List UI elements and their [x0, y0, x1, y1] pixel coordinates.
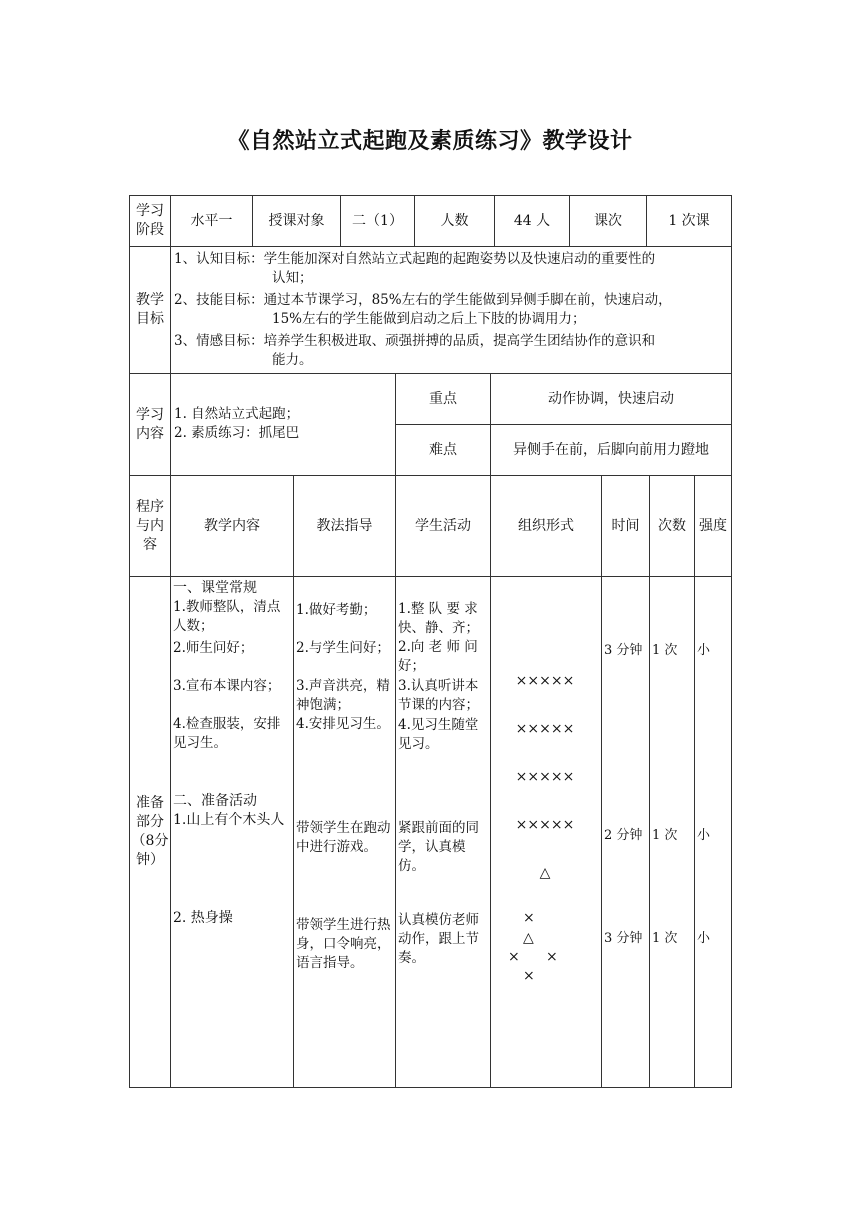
routine-student-3: 3.认真听讲本节课的内容； — [398, 678, 479, 713]
col-header-time — [601, 475, 650, 577]
object-label-cell — [252, 195, 341, 247]
col-header-time-text: 时间 — [611, 517, 640, 534]
warmup-exercise: 2. 热身操 — [173, 910, 233, 926]
warmup-game-time: 2 分钟 — [604, 828, 643, 843]
col-header-intensity — [694, 475, 732, 577]
warmup-game-times: 1 次 — [652, 828, 678, 843]
col-header-program-text: 程序与内容 — [136, 498, 164, 553]
goal-item-2 — [174, 291, 734, 329]
lesson-label: 课次 — [594, 212, 622, 229]
col-header-times-text: 次数 — [658, 517, 686, 534]
col-header-student — [395, 475, 491, 577]
stage-label: 学习阶段 — [136, 203, 164, 238]
content-item-2: 2. 素质练习：抓尾巴 — [174, 425, 300, 441]
goal-3-tail: 能力。 — [272, 352, 313, 368]
key-value-cell — [490, 373, 732, 425]
routine-student-4: 4.见习生随堂见习。 — [398, 717, 479, 752]
formation-row-1: ××××× — [515, 673, 575, 689]
col-header-formation — [490, 475, 602, 577]
warmup-game: 1.山上有个木头人 — [173, 812, 285, 828]
exercise-student-left: × — [508, 949, 520, 965]
col-header-student-text: 学生活动 — [415, 517, 471, 534]
routine-heading: 一、课堂常规 — [173, 580, 257, 596]
routine-intensity: 小 — [697, 643, 711, 658]
col-header-times — [649, 475, 695, 577]
warmup-exercise-student: 认真模仿老师动作，跟上节奏。 — [398, 912, 479, 966]
difficulty-label: 难点 — [429, 441, 457, 458]
content-label: 学习内容 — [136, 406, 164, 442]
routine-teach-1: 1.教师整队，清点人数； — [173, 599, 281, 634]
warmup-heading: 二、准备活动 — [173, 793, 257, 809]
object-label: 授课对象 — [268, 212, 325, 229]
formation-row-4: ××××× — [515, 817, 575, 833]
exercise-teacher: △ — [523, 930, 534, 946]
count-label: 人数 — [440, 212, 469, 229]
warmup-exercise-intensity: 小 — [697, 931, 711, 946]
formation-teacher: △ — [539, 865, 551, 881]
exercise-student-bottom: × — [523, 968, 535, 984]
goals-label-cell — [129, 246, 171, 374]
formation-row-2: ××××× — [515, 721, 575, 737]
object-value: 二（1） — [352, 212, 403, 229]
stage-label-cell — [129, 195, 171, 247]
lesson-label-cell — [569, 195, 647, 247]
col-header-intensity-text: 强度 — [699, 517, 727, 534]
col-header-method-text: 教法指导 — [316, 517, 373, 534]
routine-student-1: 1.整 队 要 求快、静、齐； — [398, 601, 479, 636]
goal-1-tail: 认知； — [272, 270, 313, 286]
stage-value-cell — [170, 195, 253, 247]
difficulty-label-cell — [395, 424, 491, 476]
warmup-exercise-times: 1 次 — [652, 931, 678, 946]
routine-method-3: 3.声音洪亮，精神饱满； — [296, 678, 390, 713]
warmup-exercise-time: 3 分钟 — [604, 931, 643, 946]
content-list — [174, 405, 394, 443]
warmup-exercise-method: 带领学生进行热身，口令响亮，语言指导。 — [296, 917, 391, 971]
lesson-value: 1 次课 — [668, 212, 710, 229]
key-label: 重点 — [429, 390, 457, 407]
key-label-cell — [395, 373, 491, 425]
routine-time: 3 分钟 — [604, 643, 643, 658]
goal-item-1 — [174, 250, 734, 288]
col-header-teach — [170, 475, 294, 577]
routine-teach-3: 3.宣布本课内容； — [173, 678, 281, 694]
formation-row-3: ××××× — [515, 769, 575, 785]
goal-1-head: 1、认知目标：学生能加深对自然站立式起跑的起跑姿势以及快速启动的重要性的 — [174, 251, 656, 267]
key-value: 动作协调，快速启动 — [548, 390, 674, 407]
prep-label-cell — [129, 576, 171, 1088]
object-value-cell — [340, 195, 415, 247]
difficulty-value-cell — [490, 424, 732, 476]
exercise-student-right: × — [546, 949, 558, 965]
difficulty-value: 异侧手在前，后脚向前用力蹬地 — [513, 441, 709, 458]
content-item-1: 1. 自然站立式起跑； — [174, 406, 300, 422]
routine-formation — [505, 641, 585, 897]
prep-label: 准备部分（8分钟） — [131, 795, 169, 868]
routine-times: 1 次 — [652, 643, 678, 658]
goal-3-head: 3、情感目标：培养学生积极进取、顽强拼搏的品质，提高学生团结协作的意识和 — [174, 333, 656, 349]
count-label-cell — [414, 195, 495, 247]
warmup-game-student: 紧跟前面的同学，认真模仿。 — [398, 820, 479, 874]
goal-2-tail: 15%左右的学生能做到启动之后上下肢的协调用力； — [272, 311, 586, 327]
goal-item-3 — [174, 332, 734, 370]
routine-teach-2: 2.师生问好； — [173, 640, 254, 656]
col-header-program — [129, 475, 171, 577]
count-value: 44 人 — [513, 212, 551, 229]
routine-method-2: 2.与学生问好； — [296, 640, 390, 656]
col-header-formation-text: 组织形式 — [518, 517, 574, 534]
lesson-value-cell — [646, 195, 732, 247]
routine-teach-4: 4.检查服装，安排见习生。 — [173, 716, 281, 751]
warmup-game-intensity: 小 — [697, 828, 711, 843]
col-header-method — [293, 475, 396, 577]
warmup-game-method: 带领学生在跑动中进行游戏。 — [296, 820, 391, 855]
page-title: 《自然站立式起跑及素质练习》教学设计 — [227, 129, 633, 154]
count-value-cell — [494, 195, 570, 247]
goal-2-head: 2、技能目标：通过本节课学习，85%左右的学生能做到异侧手脚在前，快速启动， — [174, 292, 672, 308]
goals-label: 教学目标 — [136, 292, 164, 327]
stage-value: 水平一 — [190, 212, 233, 229]
routine-method-4: 4.安排见习生。 — [296, 716, 390, 732]
content-label-cell — [129, 373, 171, 476]
col-header-teach-text: 教学内容 — [204, 517, 260, 534]
exercise-student-top: × — [523, 910, 535, 926]
routine-student-2: 2.向 老 师 问好； — [398, 639, 478, 674]
routine-method-1: 1.做好考勤； — [296, 602, 377, 618]
